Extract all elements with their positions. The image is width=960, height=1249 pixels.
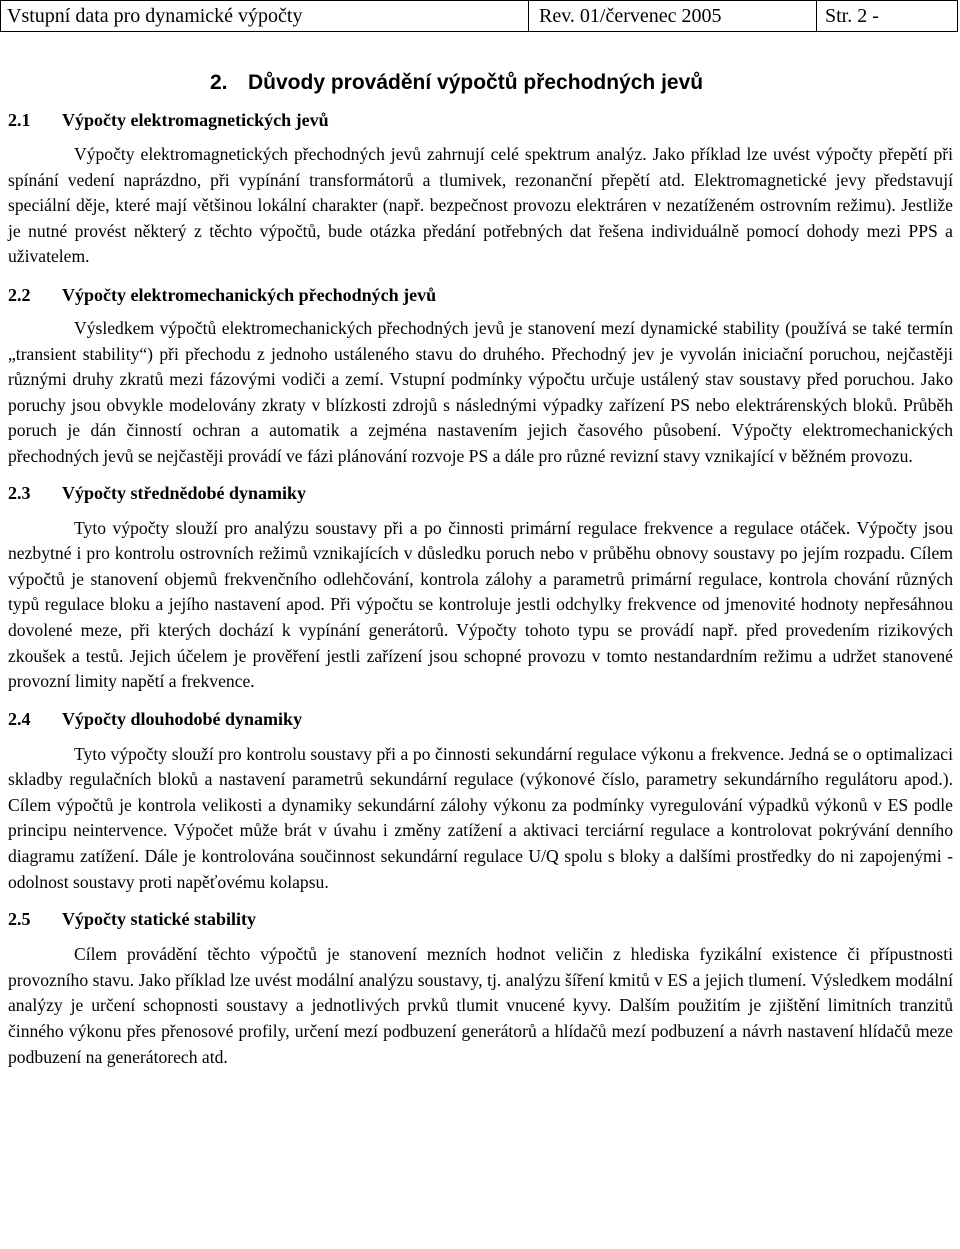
page-header (0, 0, 958, 32)
chapter-title: Důvody provádění výpočtů přechodných jevů (248, 71, 704, 94)
section-number: 2.4 (8, 708, 31, 729)
section-number: 2.1 (8, 110, 31, 130)
section-number: 2.2 (8, 284, 31, 305)
section-paragraph-2-2: Výsledkem výpočtů elektromechanických přechodných jevů je stanovení mezí dynamické stability (používá se také termín „transient stability“) při přechodu z jednoho ustáleného stavu do druhého. Přechodný jev je vyvolán iniciační poruchou, nejčastěji různými druhy zkratů mezi fázovými vodiči a zemí. Vstupní podmínky výpočtu určuje ustálený stav soustavy před poruchou. Jako poruchy jsou obvykle modelovány zkraty v blízkosti zdrojů s následnými výpadky zařízení PS nebo elektrárenských bloků. Průběh poruch je dán činností ochran a automatik a zejména nastavením jejich časového působení. Výpočty elektromechanických přechodných jevů se nejčastěji provádí ve fázi plánování rozvoje PS a dále pro různé revizní stavy vznikající v běžném provozu. (8, 317, 953, 466)
section-paragraph-2-3: Tyto výpočty slouží pro analýzu soustavy při a po činnosti primární regulace frekvence a regulace otáček. Výpočty jsou nezbytné i pro kontrolu ostrovních režimů vznikajících v důsledku poruch nebo v průběhu obnovy soustavy po jejím rozpadu. Cílem výpočtů je stanovení objemů frekvenčního odlehčování, kontrola zálohy a parametrů primární regulace, kontrola chování různých typů regulace bloku a jejího nastavení apod. Při výpočtu se kontroluje jestli odchylky frekvence od jmenovité hodnoty nepřesáhnou dovolené meze, při kterých dochází k vypínání generátorů. Výpočty tohoto typu se provádí např. před provedením rizikových zkoušek a testů. Jejich účelem je prověření jestli zařízení jsou schopné provozu v tomto nestandardním režimu a udržet stanovené provozní limity napětí a frekvence. (8, 517, 953, 692)
header-document-title: Vstupní data pro dynamické výpočty (1, 1, 529, 31)
header-page-number: Str. 2 - (825, 5, 879, 27)
section-title: Výpočty elektromagnetických jevů (62, 110, 329, 130)
header-revision: Rev. 01/červenec 2005 (529, 1, 817, 31)
section-title: Výpočty statické stability (62, 909, 256, 930)
section-title: Výpočty elektromechanických přechodných jevů (62, 284, 437, 305)
section-heading-2-5 (8, 907, 953, 931)
section-paragraph-2-4: Tyto výpočty slouží pro kontrolu soustavy při a po činnosti sekundární regulace výkonu a frekvence. Jedná se o optimalizaci skladby regulačních bloků a nastavení parametrů sekundární regulace (výkonové číslo, parametry sekundárního regulátoru apod.). Cílem výpočtů je kontrola velikosti a dynamiky sekundární zálohy výkonu za podmínky vyregulování výpadků výkonů v ES podle principu neintervence. Výpočet může brát v úvahu i změny zatížení a aktivaci terciární regulace a kontrolovat pokrývání denního diagramu zatížení. Dále je kontrolována součinnost sekundární regulace U/Q spolu s bloky a dalšími prostředky do ni zapojenými - odolnost soustavy proti napěťovému kolapsu. (8, 743, 953, 892)
chapter-number: 2. (210, 71, 228, 94)
section-title: Výpočty dlouhodobé dynamiky (62, 708, 303, 729)
section-heading-2-1 (8, 108, 953, 132)
section-paragraph-2-1: Výpočty elektromagnetických přechodných jevů zahrnují celé spektrum analýz. Jako příklad lze uvést výpočty přepětí při spínání vedení naprázdno, při vypínání transformátorů a tlumivek, rezonanční přepětí atd. Elektromagnetické jevy představují speciální děje, které mají většinou lokální charakter (např. bezpečnost provozu elektráren v nezatíženém ostrovním režimu). Jestliže je nutné provést některý z těchto výpočtů, bude otázka předání potřebných dat řešena individuálně pomocí dohody mezi PPS a uživatelem. (8, 144, 953, 267)
section-number: 2.3 (8, 482, 31, 503)
section-number: 2.5 (8, 909, 31, 930)
section-heading-2-4 (8, 707, 953, 731)
section-paragraph-2-5: Cílem provádění těchto výpočtů je stanovení mezních hodnot veličin z hlediska fyzikální existence či přípustnosti provozního stavu. Jako příklad lze uvést modální analýzu soustavy, tj. analýzu šíření kmitů v ES a jejich tlumení. Výsledkem modální analýzy je určení schopnosti soustavy a jednotlivých prvků tlumit vnucené kyvy. Dalším použitím je zjištění limitních tranzitů činného výkonu přes přenosové profily, určení mezí podbuzení generátorů a hlídačů mezí podbuzení a návrh nastavení hlídačů meze podbuzení na generátorech atd. (8, 944, 953, 1067)
chapter-heading (210, 70, 953, 96)
document-body (8, 66, 953, 1070)
section-heading-2-3 (8, 481, 953, 505)
section-title: Výpočty střednědobé dynamiky (62, 482, 307, 503)
section-heading-2-2 (8, 283, 953, 307)
